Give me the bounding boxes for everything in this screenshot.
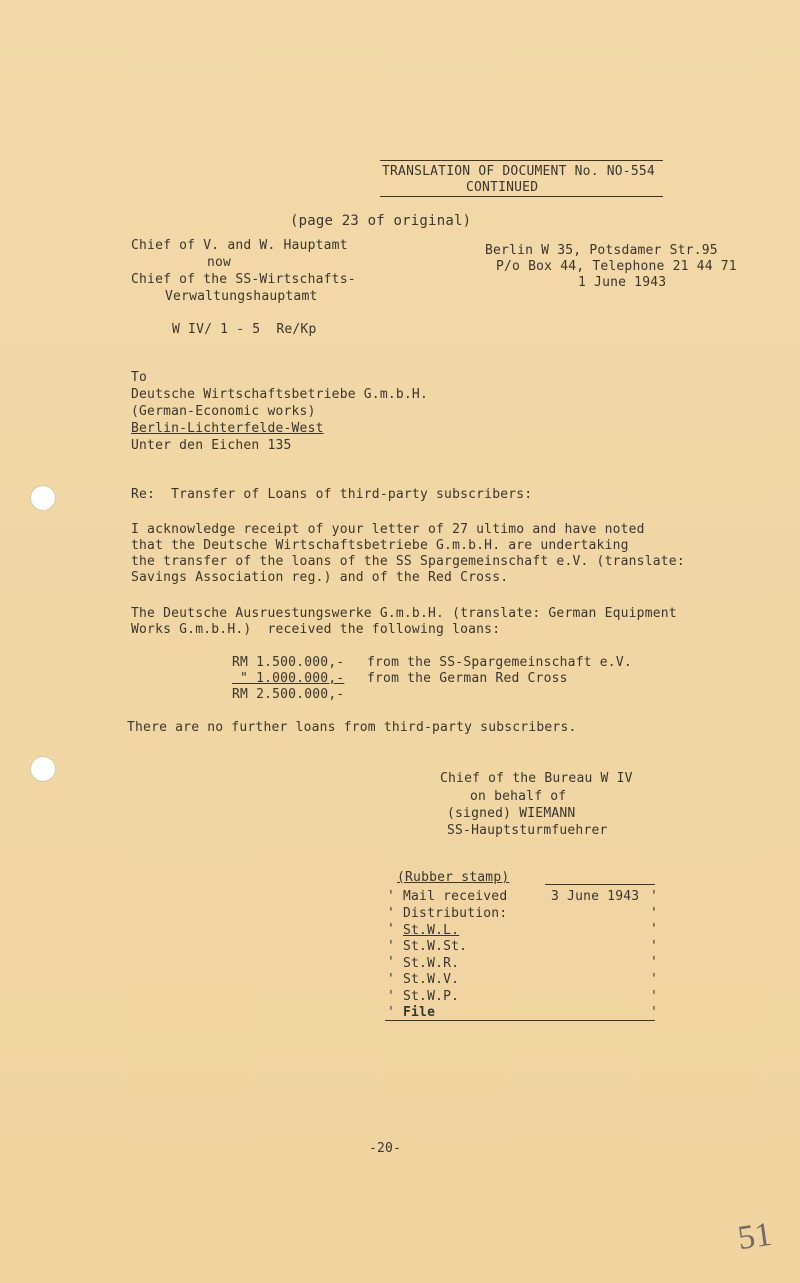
punch-hole-top <box>30 485 56 511</box>
punch-hole-bottom <box>30 756 56 782</box>
sender-reference: W IV/ 1 - 5 Re/Kp <box>172 322 317 337</box>
signature-line-4: SS-Hauptsturmfuehrer <box>447 823 608 838</box>
stamp-bottom-rule <box>385 1020 655 1021</box>
header-top-rule <box>380 160 663 161</box>
loan-amount-1: RM 1.500.000,- <box>232 655 345 670</box>
loan-amount-2: " 1.000.000,- <box>232 671 345 686</box>
sender-line-4: Verwaltungshauptamt <box>165 289 318 304</box>
stamp-right-marks: ' ' ' ' ' ' ' ' <box>650 889 659 1021</box>
recipient-line-2: (German-Economic works) <box>131 404 316 419</box>
stamp-row: St.W.St. <box>403 939 468 954</box>
archive-number: 51 <box>735 1215 775 1258</box>
address-line-2: P/o Box 44, Telephone 21 44 71 <box>496 259 737 274</box>
para1-line-4: Savings Association reg.) and of the Red Cross. <box>131 570 509 585</box>
loan-source-2: from the German Red Cross <box>367 671 568 686</box>
stamp-row: Distribution: <box>403 906 508 921</box>
address-line-1: Berlin W 35, Potsdamer Str.95 <box>485 243 718 258</box>
stamp-top-rule <box>545 884 655 885</box>
header-title: TRANSLATION OF DOCUMENT No. NO-554 <box>382 164 655 179</box>
page-number: -20- <box>369 1141 402 1156</box>
para2-line-1: The Deutsche Ausruestungswerke G.m.b.H. (translate: German Equipment <box>131 606 677 621</box>
signature-line-1: Chief of the Bureau W IV <box>440 771 633 786</box>
letter-date: 1 June 1943 <box>578 275 667 290</box>
para1-line-2: that the Deutsche Wirtschaftsbetriebe G.m.b.H. are undertaking <box>131 538 629 553</box>
stamp-left-marks: ' ' ' ' ' ' ' ' <box>387 889 396 1021</box>
loan-source-1: from the SS-Spargemeinschaft e.V. <box>367 655 632 670</box>
page-reference: (page 23 of original) <box>290 213 472 229</box>
signature-line-3: (signed) WIEMANN <box>447 806 576 821</box>
header-bottom-rule <box>380 196 663 197</box>
recipient-line-4: Unter den Eichen 135 <box>131 438 292 453</box>
recipient-to: To <box>131 370 148 385</box>
stamp-row: St.W.V. <box>403 972 460 987</box>
sender-line-2: now <box>207 255 232 270</box>
recipient-line-3: Berlin-Lichterfelde-West <box>131 421 324 436</box>
loan-total: RM 2.500.000,- <box>232 687 345 702</box>
sender-line-1: Chief of V. and W. Hauptamt <box>131 238 348 253</box>
stamp-row: File <box>403 1005 436 1020</box>
para1-line-3: the transfer of the loans of the SS Spargemeinschaft e.V. (translate: <box>131 554 685 569</box>
recipient-line-1: Deutsche Wirtschaftsbetriebe G.m.b.H. <box>131 387 428 402</box>
subject-line: Re: Transfer of Loans of third-party subscribers: <box>131 487 533 502</box>
stamp-row: St.W.R. <box>403 956 460 971</box>
stamp-row: St.W.L. <box>403 923 460 938</box>
stamp-mail-date: 3 June 1943 <box>551 889 640 904</box>
sender-line-3: Chief of the SS-Wirtschafts- <box>131 272 356 287</box>
para3: There are no further loans from third-party subscribers. <box>127 720 577 735</box>
para2-line-2: Works G.m.b.H.) received the following loans: <box>131 622 501 637</box>
header-subtitle: CONTINUED <box>466 180 539 195</box>
para1-line-1: I acknowledge receipt of your letter of 27 ultimo and have noted <box>131 522 645 537</box>
stamp-mail-label: Mail received <box>403 889 508 904</box>
stamp-row: St.W.P. <box>403 989 460 1004</box>
signature-line-2: on behalf of <box>470 789 567 804</box>
stamp-title: (Rubber stamp) <box>397 870 510 885</box>
